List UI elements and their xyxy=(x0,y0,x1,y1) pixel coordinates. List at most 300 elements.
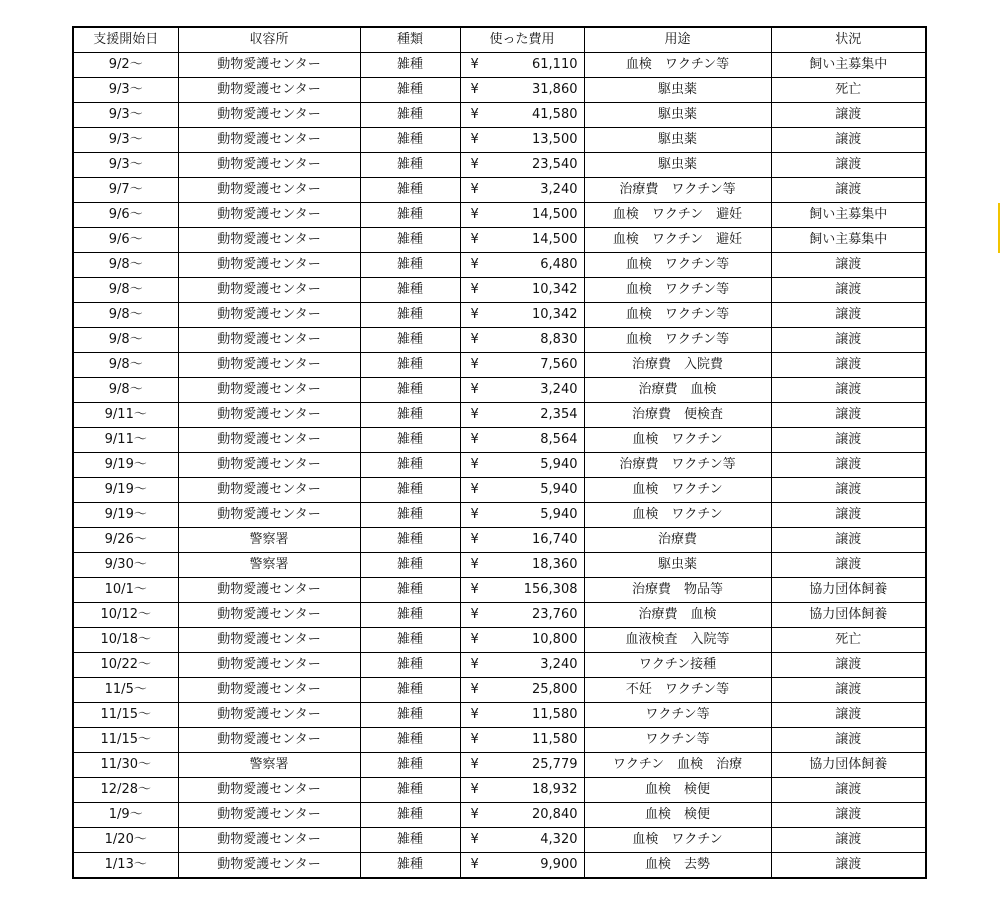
cell-start-date[interactable]: 11/5～ xyxy=(73,678,178,703)
cell-cost[interactable] xyxy=(460,478,584,503)
cell-cost[interactable] xyxy=(460,828,584,853)
cell-shelter[interactable]: 警察署 xyxy=(178,528,360,553)
cell-status[interactable]: 協力団体飼養 xyxy=(771,603,926,628)
yen-symbol: ¥ xyxy=(470,257,479,272)
cell-status[interactable]: 譲渡 xyxy=(771,828,926,853)
cell-cost[interactable] xyxy=(460,753,584,778)
cell-purpose[interactable]: 血検 ワクチン xyxy=(584,428,771,453)
cell-status[interactable]: 譲渡 xyxy=(771,728,926,753)
cell-start-date[interactable]: 9/8～ xyxy=(73,303,178,328)
yen-symbol: ¥ xyxy=(470,707,479,722)
cell-cost[interactable] xyxy=(460,428,584,453)
table-row xyxy=(73,478,926,503)
cell-cost[interactable] xyxy=(460,678,584,703)
cost-value: 14,500 xyxy=(532,207,578,222)
cell-purpose[interactable]: 血検 ワクチン xyxy=(584,828,771,853)
cell-status[interactable]: 譲渡 xyxy=(771,253,926,278)
cell-purpose[interactable]: ワクチン接種 xyxy=(584,653,771,678)
cell-shelter[interactable]: 動物愛護センター xyxy=(178,728,360,753)
table-row xyxy=(73,228,926,253)
cell-cost[interactable] xyxy=(460,703,584,728)
cell-status[interactable]: 譲渡 xyxy=(771,478,926,503)
cell-shelter[interactable]: 動物愛護センター xyxy=(178,503,360,528)
cell-kind[interactable]: 雑種 xyxy=(360,278,460,303)
cell-kind[interactable]: 雑種 xyxy=(360,678,460,703)
table-row xyxy=(73,753,926,778)
cell-status[interactable]: 譲渡 xyxy=(771,853,926,879)
cell-purpose[interactable]: 駆虫薬 xyxy=(584,128,771,153)
cost-value: 156,308 xyxy=(523,582,578,597)
cell-start-date[interactable]: 9/3～ xyxy=(73,128,178,153)
cell-shelter[interactable]: 動物愛護センター xyxy=(178,703,360,728)
cell-purpose[interactable]: 不妊 ワクチン等 xyxy=(584,678,771,703)
table-row xyxy=(73,278,926,303)
cell-start-date[interactable]: 10/12～ xyxy=(73,603,178,628)
cell-kind[interactable]: 雑種 xyxy=(360,78,460,103)
cell-kind[interactable]: 雑種 xyxy=(360,378,460,403)
cell-shelter[interactable]: 動物愛護センター xyxy=(178,378,360,403)
cell-cost[interactable] xyxy=(460,303,584,328)
yen-symbol: ¥ xyxy=(470,607,479,622)
cost-value: 3,240 xyxy=(540,657,578,672)
cell-cost[interactable] xyxy=(460,178,584,203)
yen-symbol: ¥ xyxy=(470,657,479,672)
cell-status[interactable]: 飼い主募集中 xyxy=(771,228,926,253)
cell-start-date[interactable]: 9/26～ xyxy=(73,528,178,553)
cell-shelter[interactable]: 動物愛護センター xyxy=(178,778,360,803)
cost-value: 3,240 xyxy=(540,382,578,397)
cell-status[interactable]: 譲渡 xyxy=(771,803,926,828)
cell-start-date[interactable]: 9/11～ xyxy=(73,403,178,428)
cell-start-date[interactable]: 1/20～ xyxy=(73,828,178,853)
cell-purpose[interactable]: 血検 検便 xyxy=(584,803,771,828)
cell-cost[interactable] xyxy=(460,603,584,628)
cell-shelter[interactable]: 動物愛護センター xyxy=(178,178,360,203)
cell-shelter[interactable]: 動物愛護センター xyxy=(178,53,360,78)
cell-purpose[interactable]: 血検 ワクチン等 xyxy=(584,53,771,78)
yen-symbol: ¥ xyxy=(470,682,479,697)
cell-kind[interactable]: 雑種 xyxy=(360,428,460,453)
cell-shelter[interactable]: 動物愛護センター xyxy=(178,578,360,603)
cell-start-date[interactable]: 9/19～ xyxy=(73,478,178,503)
table-row xyxy=(73,178,926,203)
cell-cost[interactable] xyxy=(460,453,584,478)
table-row xyxy=(73,628,926,653)
yen-symbol: ¥ xyxy=(470,507,479,522)
cell-cost[interactable] xyxy=(460,203,584,228)
cell-shelter[interactable]: 動物愛護センター xyxy=(178,628,360,653)
cell-purpose[interactable]: 血検 ワクチン等 xyxy=(584,253,771,278)
cell-start-date[interactable]: 9/2～ xyxy=(73,53,178,78)
cell-status[interactable]: 譲渡 xyxy=(771,278,926,303)
table-row xyxy=(73,328,926,353)
yen-symbol: ¥ xyxy=(470,132,479,147)
cost-value: 10,342 xyxy=(532,307,578,322)
cell-kind[interactable]: 雑種 xyxy=(360,653,460,678)
yen-symbol: ¥ xyxy=(470,857,479,872)
cell-cost[interactable] xyxy=(460,228,584,253)
cell-status[interactable]: 飼い主募集中 xyxy=(771,53,926,78)
cell-status[interactable]: 譲渡 xyxy=(771,178,926,203)
cell-cost[interactable] xyxy=(460,103,584,128)
cost-value: 10,342 xyxy=(532,282,578,297)
cell-shelter[interactable]: 動物愛護センター xyxy=(178,353,360,378)
cell-kind[interactable]: 雑種 xyxy=(360,628,460,653)
cell-status[interactable]: 協力団体飼養 xyxy=(771,753,926,778)
cell-status[interactable]: 譲渡 xyxy=(771,503,926,528)
cell-shelter[interactable]: 動物愛護センター xyxy=(178,153,360,178)
cell-cost[interactable] xyxy=(460,778,584,803)
cell-start-date[interactable]: 12/28～ xyxy=(73,778,178,803)
cell-kind[interactable]: 雑種 xyxy=(360,503,460,528)
yen-symbol: ¥ xyxy=(470,332,479,347)
cell-start-date[interactable]: 9/8～ xyxy=(73,328,178,353)
cell-start-date[interactable]: 9/11～ xyxy=(73,428,178,453)
cell-start-date[interactable]: 9/6～ xyxy=(73,228,178,253)
cell-purpose[interactable]: 治療費 血検 xyxy=(584,378,771,403)
yen-symbol: ¥ xyxy=(470,407,479,422)
cost-value: 41,580 xyxy=(532,107,578,122)
cell-start-date[interactable]: 11/15～ xyxy=(73,703,178,728)
yen-symbol: ¥ xyxy=(470,482,479,497)
cell-start-date[interactable]: 9/8～ xyxy=(73,353,178,378)
cell-purpose[interactable]: 駆虫薬 xyxy=(584,78,771,103)
cost-value: 20,840 xyxy=(532,807,578,822)
yen-symbol: ¥ xyxy=(470,432,479,447)
table-row xyxy=(73,578,926,603)
cell-kind[interactable]: 雑種 xyxy=(360,228,460,253)
selection-edge-marker xyxy=(998,203,1000,253)
cell-kind[interactable]: 雑種 xyxy=(360,153,460,178)
cell-shelter[interactable]: 動物愛護センター xyxy=(178,128,360,153)
cell-kind[interactable]: 雑種 xyxy=(360,553,460,578)
cell-kind[interactable]: 雑種 xyxy=(360,253,460,278)
cell-purpose[interactable]: 治療費 入院費 xyxy=(584,353,771,378)
table-row xyxy=(73,253,926,278)
cell-cost[interactable] xyxy=(460,78,584,103)
cell-status[interactable]: 死亡 xyxy=(771,628,926,653)
cell-start-date[interactable]: 10/1～ xyxy=(73,578,178,603)
table-row xyxy=(73,703,926,728)
cell-cost[interactable] xyxy=(460,728,584,753)
table-body xyxy=(73,53,926,879)
cell-purpose[interactable]: 血検 検便 xyxy=(584,778,771,803)
cell-cost[interactable] xyxy=(460,578,584,603)
cell-status[interactable]: 譲渡 xyxy=(771,778,926,803)
cell-purpose[interactable]: 治療費 xyxy=(584,528,771,553)
cell-shelter[interactable]: 動物愛護センター xyxy=(178,603,360,628)
cell-kind[interactable]: 雑種 xyxy=(360,578,460,603)
cell-cost[interactable] xyxy=(460,153,584,178)
cell-kind[interactable]: 雑種 xyxy=(360,303,460,328)
cell-shelter[interactable]: 動物愛護センター xyxy=(178,453,360,478)
cell-cost[interactable] xyxy=(460,803,584,828)
table-row xyxy=(73,653,926,678)
cell-cost[interactable] xyxy=(460,128,584,153)
cell-purpose[interactable]: ワクチン等 xyxy=(584,703,771,728)
cell-start-date[interactable]: 9/30～ xyxy=(73,553,178,578)
cost-value: 13,500 xyxy=(532,132,578,147)
table-row xyxy=(73,403,926,428)
cell-shelter[interactable]: 動物愛護センター xyxy=(178,278,360,303)
cell-purpose[interactable]: 血検 ワクチン等 xyxy=(584,278,771,303)
yen-symbol: ¥ xyxy=(470,557,479,572)
cell-purpose[interactable]: 治療費 ワクチン等 xyxy=(584,178,771,203)
cell-status[interactable]: 譲渡 xyxy=(771,553,926,578)
cell-start-date[interactable]: 10/22～ xyxy=(73,653,178,678)
cell-purpose[interactable]: 血検 ワクチン等 xyxy=(584,328,771,353)
cell-status[interactable]: 譲渡 xyxy=(771,153,926,178)
cell-kind[interactable]: 雑種 xyxy=(360,753,460,778)
cell-kind[interactable]: 雑種 xyxy=(360,53,460,78)
yen-symbol: ¥ xyxy=(470,382,479,397)
cell-purpose[interactable]: ワクチン 血検 治療 xyxy=(584,753,771,778)
cell-shelter[interactable]: 動物愛護センター xyxy=(178,853,360,879)
cell-start-date[interactable]: 9/3～ xyxy=(73,153,178,178)
cost-value: 61,110 xyxy=(532,57,578,72)
cell-purpose[interactable]: 血検 ワクチン 避妊 xyxy=(584,203,771,228)
yen-symbol: ¥ xyxy=(470,582,479,597)
cell-purpose[interactable]: 血検 去勢 xyxy=(584,853,771,879)
yen-symbol: ¥ xyxy=(470,357,479,372)
cell-purpose[interactable]: 血検 ワクチン xyxy=(584,478,771,503)
yen-symbol: ¥ xyxy=(470,632,479,647)
cell-kind[interactable]: 雑種 xyxy=(360,453,460,478)
cell-kind[interactable]: 雑種 xyxy=(360,603,460,628)
cell-kind[interactable]: 雑種 xyxy=(360,178,460,203)
table-row xyxy=(73,103,926,128)
cost-value: 14,500 xyxy=(532,232,578,247)
cell-kind[interactable]: 雑種 xyxy=(360,403,460,428)
cell-shelter[interactable]: 動物愛護センター xyxy=(178,253,360,278)
cell-status[interactable]: 譲渡 xyxy=(771,678,926,703)
cell-status[interactable]: 譲渡 xyxy=(771,303,926,328)
cell-purpose[interactable]: ワクチン等 xyxy=(584,728,771,753)
cell-kind[interactable]: 雑種 xyxy=(360,103,460,128)
table-row xyxy=(73,528,926,553)
table-row xyxy=(73,203,926,228)
table-row xyxy=(73,503,926,528)
table-row xyxy=(73,78,926,103)
cell-start-date[interactable]: 9/8～ xyxy=(73,253,178,278)
cost-value: 11,580 xyxy=(532,707,578,722)
yen-symbol: ¥ xyxy=(470,232,479,247)
table-row xyxy=(73,453,926,478)
cell-kind[interactable]: 雑種 xyxy=(360,353,460,378)
cell-kind[interactable]: 雑種 xyxy=(360,803,460,828)
cost-value: 5,940 xyxy=(540,457,578,472)
cell-start-date[interactable]: 1/9～ xyxy=(73,803,178,828)
cost-value: 5,940 xyxy=(540,482,578,497)
header-shelter[interactable]: 収容所 xyxy=(178,27,360,53)
cost-value: 23,540 xyxy=(532,157,578,172)
cell-kind[interactable]: 雑種 xyxy=(360,128,460,153)
cell-status[interactable]: 協力団体飼養 xyxy=(771,578,926,603)
cell-cost[interactable] xyxy=(460,353,584,378)
table-row xyxy=(73,128,926,153)
table-row xyxy=(73,353,926,378)
cell-cost[interactable] xyxy=(460,503,584,528)
cell-shelter[interactable]: 動物愛護センター xyxy=(178,428,360,453)
cell-cost[interactable] xyxy=(460,628,584,653)
cell-shelter[interactable]: 動物愛護センター xyxy=(178,478,360,503)
cost-value: 8,564 xyxy=(540,432,578,447)
yen-symbol: ¥ xyxy=(470,532,479,547)
cost-value: 2,354 xyxy=(540,407,578,422)
yen-symbol: ¥ xyxy=(470,832,479,847)
cost-value: 6,480 xyxy=(540,257,578,272)
cell-shelter[interactable]: 動物愛護センター xyxy=(178,228,360,253)
cell-status[interactable]: 譲渡 xyxy=(771,403,926,428)
yen-symbol: ¥ xyxy=(470,757,479,772)
cell-shelter[interactable]: 動物愛護センター xyxy=(178,103,360,128)
cell-purpose[interactable]: 血検 ワクチン等 xyxy=(584,303,771,328)
yen-symbol: ¥ xyxy=(470,82,479,97)
cost-value: 7,560 xyxy=(540,357,578,372)
cell-shelter[interactable]: 動物愛護センター xyxy=(178,653,360,678)
cell-shelter[interactable]: 動物愛護センター xyxy=(178,78,360,103)
table-row xyxy=(73,53,926,78)
cost-value: 18,360 xyxy=(532,557,578,572)
cell-purpose[interactable]: 治療費 ワクチン等 xyxy=(584,453,771,478)
cell-start-date[interactable]: 9/6～ xyxy=(73,203,178,228)
cell-cost[interactable] xyxy=(460,378,584,403)
cost-value: 23,760 xyxy=(532,607,578,622)
cell-start-date[interactable]: 9/19～ xyxy=(73,503,178,528)
table-row xyxy=(73,603,926,628)
cell-cost[interactable] xyxy=(460,653,584,678)
yen-symbol: ¥ xyxy=(470,157,479,172)
cell-kind[interactable]: 雑種 xyxy=(360,728,460,753)
cell-purpose[interactable]: 血検 ワクチン 避妊 xyxy=(584,228,771,253)
cell-shelter[interactable]: 動物愛護センター xyxy=(178,828,360,853)
cell-start-date[interactable]: 10/18～ xyxy=(73,628,178,653)
cell-shelter[interactable]: 警察署 xyxy=(178,553,360,578)
cost-value: 9,900 xyxy=(540,857,578,872)
cell-kind[interactable]: 雑種 xyxy=(360,528,460,553)
cell-cost[interactable] xyxy=(460,553,584,578)
header-purpose[interactable]: 用途 xyxy=(584,27,771,53)
header-row xyxy=(73,27,926,53)
cell-start-date[interactable]: 9/7～ xyxy=(73,178,178,203)
yen-symbol: ¥ xyxy=(470,307,479,322)
cell-status[interactable]: 譲渡 xyxy=(771,528,926,553)
cell-status[interactable]: 譲渡 xyxy=(771,328,926,353)
yen-symbol: ¥ xyxy=(470,207,479,222)
cell-start-date[interactable]: 9/8～ xyxy=(73,278,178,303)
table-row xyxy=(73,303,926,328)
cost-value: 11,580 xyxy=(532,732,578,747)
header-status[interactable]: 状況 xyxy=(771,27,926,53)
cell-cost[interactable] xyxy=(460,528,584,553)
table-row xyxy=(73,728,926,753)
cost-value: 25,779 xyxy=(532,757,578,772)
cell-status[interactable]: 譲渡 xyxy=(771,128,926,153)
table-row xyxy=(73,553,926,578)
cell-start-date[interactable]: 9/3～ xyxy=(73,78,178,103)
cell-cost[interactable] xyxy=(460,403,584,428)
header-start-date[interactable]: 支援開始日 xyxy=(73,27,178,53)
cell-shelter[interactable]: 動物愛護センター xyxy=(178,803,360,828)
cell-cost[interactable] xyxy=(460,53,584,78)
cost-value: 16,740 xyxy=(532,532,578,547)
cell-shelter[interactable]: 動物愛護センター xyxy=(178,678,360,703)
table-row xyxy=(73,378,926,403)
yen-symbol: ¥ xyxy=(470,782,479,797)
cell-shelter[interactable]: 動物愛護センター xyxy=(178,303,360,328)
cell-purpose[interactable]: 駆虫薬 xyxy=(584,103,771,128)
table-row xyxy=(73,828,926,853)
cell-shelter[interactable]: 動物愛護センター xyxy=(178,203,360,228)
cell-kind[interactable]: 雑種 xyxy=(360,853,460,879)
cell-shelter[interactable]: 警察署 xyxy=(178,753,360,778)
yen-symbol: ¥ xyxy=(470,282,479,297)
cell-start-date[interactable]: 1/13～ xyxy=(73,853,178,879)
table-row xyxy=(73,678,926,703)
cell-status[interactable]: 飼い主募集中 xyxy=(771,203,926,228)
cost-value: 25,800 xyxy=(532,682,578,697)
cell-purpose[interactable]: 治療費 便検査 xyxy=(584,403,771,428)
cell-kind[interactable]: 雑種 xyxy=(360,703,460,728)
cell-status[interactable]: 譲渡 xyxy=(771,353,926,378)
cell-start-date[interactable]: 11/30～ xyxy=(73,753,178,778)
cell-purpose[interactable]: 治療費 物品等 xyxy=(584,578,771,603)
cell-purpose[interactable]: 血検 ワクチン xyxy=(584,503,771,528)
cost-value: 3,240 xyxy=(540,182,578,197)
cell-start-date[interactable]: 9/19～ xyxy=(73,453,178,478)
cost-value: 4,320 xyxy=(540,832,578,847)
cell-start-date[interactable]: 9/8～ xyxy=(73,378,178,403)
cell-cost[interactable] xyxy=(460,853,584,879)
cell-cost[interactable] xyxy=(460,278,584,303)
cell-cost[interactable] xyxy=(460,328,584,353)
cost-value: 31,860 xyxy=(532,82,578,97)
cell-status[interactable]: 死亡 xyxy=(771,78,926,103)
cell-shelter[interactable]: 動物愛護センター xyxy=(178,328,360,353)
cell-status[interactable]: 譲渡 xyxy=(771,453,926,478)
cell-kind[interactable]: 雑種 xyxy=(360,778,460,803)
cell-kind[interactable]: 雑種 xyxy=(360,828,460,853)
yen-symbol: ¥ xyxy=(470,182,479,197)
cell-cost[interactable] xyxy=(460,253,584,278)
cell-status[interactable]: 譲渡 xyxy=(771,103,926,128)
table-row xyxy=(73,428,926,453)
yen-symbol: ¥ xyxy=(470,732,479,747)
cell-purpose[interactable]: 駆虫薬 xyxy=(584,153,771,178)
cell-status[interactable]: 譲渡 xyxy=(771,653,926,678)
cell-status[interactable]: 譲渡 xyxy=(771,378,926,403)
cell-kind[interactable]: 雑種 xyxy=(360,328,460,353)
cell-status[interactable]: 譲渡 xyxy=(771,428,926,453)
yen-symbol: ¥ xyxy=(470,807,479,822)
support-cost-table xyxy=(72,26,927,879)
cell-shelter[interactable]: 動物愛護センター xyxy=(178,403,360,428)
table-row xyxy=(73,778,926,803)
cost-value: 8,830 xyxy=(540,332,578,347)
cell-kind[interactable]: 雑種 xyxy=(360,203,460,228)
cell-kind[interactable]: 雑種 xyxy=(360,478,460,503)
cell-status[interactable]: 譲渡 xyxy=(771,703,926,728)
header-cost[interactable]: 使った費用 xyxy=(460,27,584,53)
cell-start-date[interactable]: 9/3～ xyxy=(73,103,178,128)
cell-purpose[interactable]: 血液検査 入院等 xyxy=(584,628,771,653)
cell-start-date[interactable]: 11/15～ xyxy=(73,728,178,753)
cell-purpose[interactable]: 治療費 血検 xyxy=(584,603,771,628)
table-row xyxy=(73,853,926,879)
table-row xyxy=(73,803,926,828)
cell-purpose[interactable]: 駆虫薬 xyxy=(584,553,771,578)
header-kind[interactable]: 種類 xyxy=(360,27,460,53)
